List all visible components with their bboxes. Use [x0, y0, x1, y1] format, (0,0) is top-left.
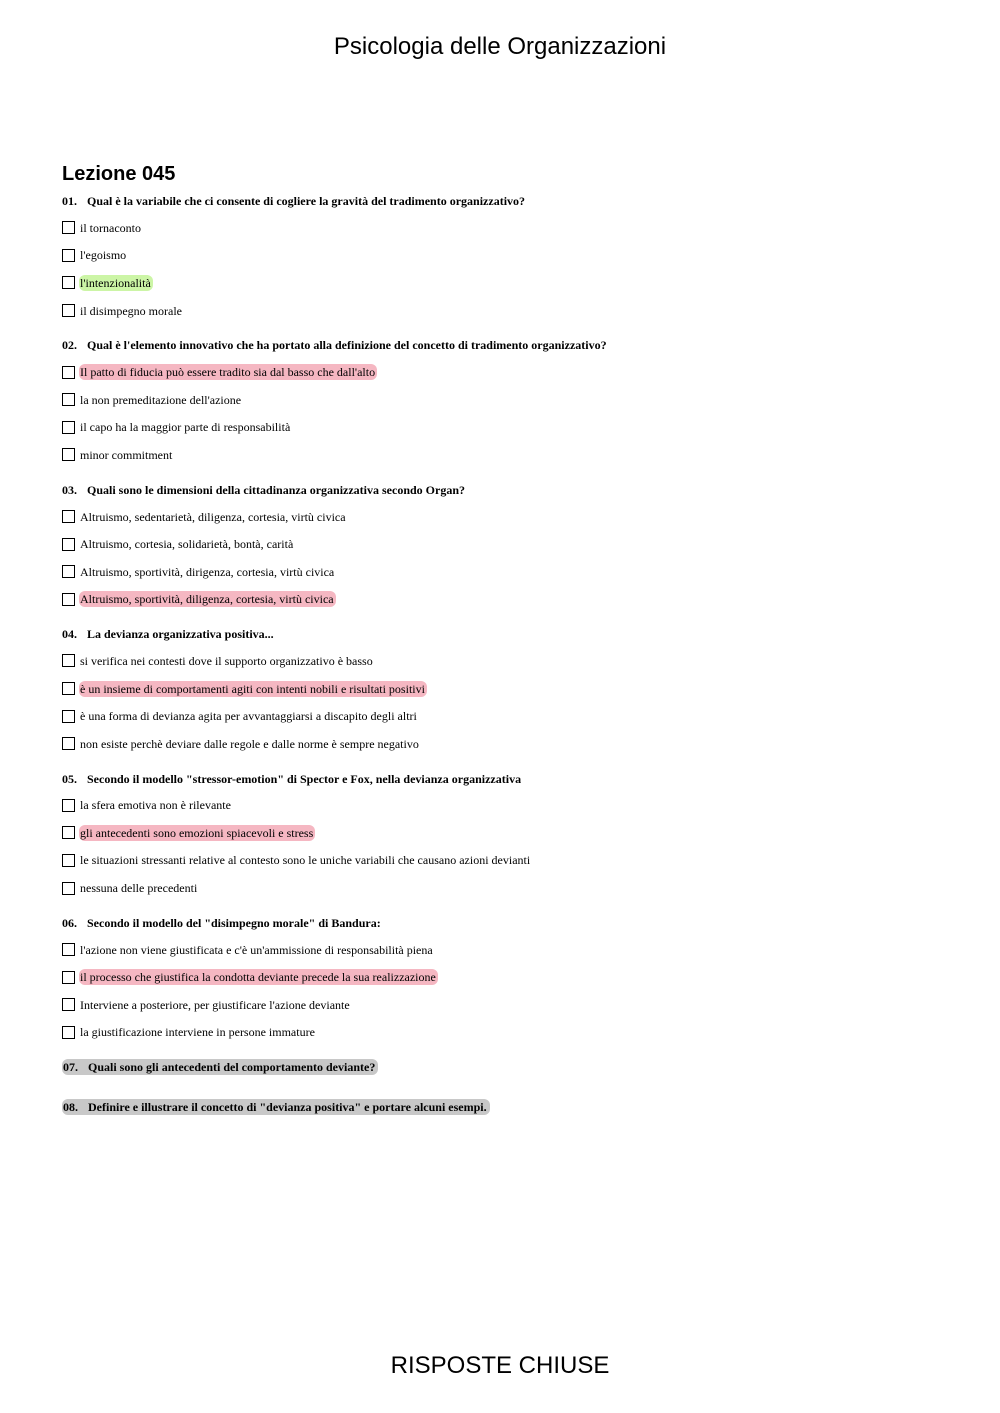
answer-text: il tornaconto — [80, 220, 141, 235]
answer-option — [62, 441, 942, 469]
question-number: 04. — [62, 627, 77, 642]
question-number: 02. — [62, 338, 77, 353]
question-01 — [62, 193, 942, 324]
answer-text-correct: gli antecedenti sono emozioni spiacevoli e stress — [80, 825, 314, 840]
question-title — [62, 915, 942, 931]
lesson-heading: Lezione 045 — [62, 163, 176, 185]
answer-text-correct: è un insieme di comportamenti agiti con intenti nobili e risultati positivi — [80, 681, 425, 696]
answer-option — [62, 586, 942, 614]
question-list — [62, 193, 942, 1128]
answer-checkbox[interactable] — [62, 710, 75, 723]
answer-option — [62, 386, 942, 414]
answer-text: Altruismo, sedentarietà, diligenza, cortesia, virtù civica — [80, 509, 346, 524]
question-text: Definire e illustrare il concetto di "devianza positiva" e portare alcuni esempi. — [88, 1100, 487, 1115]
answer-checkbox[interactable] — [62, 565, 75, 578]
answer-checkbox[interactable] — [62, 882, 75, 895]
answer-checkbox[interactable] — [62, 538, 75, 551]
answer-text: Altruismo, cortesia, solidarietà, bontà, carità — [80, 537, 294, 552]
answer-text: il capo ha la maggior parte di responsabilità — [80, 420, 291, 435]
answer-checkbox[interactable] — [62, 826, 75, 839]
answer-text: l'egoismo — [80, 248, 127, 263]
answer-checkbox[interactable] — [62, 448, 75, 461]
answer-option — [62, 675, 942, 703]
question-04 — [62, 626, 942, 757]
answer-option — [62, 414, 942, 442]
question-number: 01. — [62, 194, 77, 208]
answer-checkbox[interactable] — [62, 276, 75, 289]
answer-text: l'azione non viene giustificata e c'è un'ammissione di responsabilità piena — [80, 942, 433, 957]
answer-text: è una forma di devianza agita per avvantaggiarsi a discapito degli altri — [80, 709, 417, 724]
answer-option — [62, 647, 942, 675]
answer-option — [62, 730, 942, 758]
answer-checkbox[interactable] — [62, 682, 75, 695]
question-number: 07. — [63, 1060, 78, 1075]
question-text: Secondo il modello "stressor-emotion" di Spector e Fox, nella devianza organizzativa — [87, 771, 522, 786]
answer-text: le situazioni stressanti relative al contesto sono le uniche variabili che causano azioni devianti — [80, 853, 531, 868]
question-number: 05. — [62, 771, 77, 786]
answer-text: nessuna delle precedenti — [80, 881, 198, 896]
question-03 — [62, 482, 942, 613]
answer-checkbox[interactable] — [62, 304, 75, 317]
question-text: Qual è la variabile che ci consente di cogliere la gravità del tradimento organizzativo? — [87, 194, 526, 208]
open-question-07 — [62, 1059, 942, 1075]
document-title: Psicologia delle Organizzazioni — [333, 33, 667, 60]
answer-text: non esiste perchè deviare dalle regole e dalle norme è sempre negativo — [80, 736, 419, 751]
answer-checkbox[interactable] — [62, 593, 75, 606]
answer-checkbox[interactable] — [62, 421, 75, 434]
answer-text-correct: Il patto di fiducia può essere tradito sia dal basso che dall'alto — [80, 365, 376, 380]
answer-text: Interviene a posteriore, per giustificare l'azione deviante — [80, 997, 350, 1012]
answer-option — [62, 297, 942, 325]
answer-checkbox[interactable] — [62, 943, 75, 956]
question-title — [62, 193, 942, 209]
question-text: Quali sono gli antecedenti del comportamento deviante? — [88, 1060, 376, 1075]
answer-checkbox[interactable] — [62, 366, 75, 379]
question-text: Secondo il modello del "disimpegno morale" di Bandura: — [87, 915, 381, 930]
question-title — [62, 1099, 942, 1115]
footer-label: RISPOSTE CHIUSE — [390, 1352, 610, 1379]
answer-option — [62, 702, 942, 730]
answer-option — [62, 358, 942, 386]
question-title — [62, 771, 942, 787]
answer-text: la sfera emotiva non è rilevante — [80, 798, 231, 813]
answer-text: minor commitment — [80, 447, 173, 462]
answer-text: la giustificazione interviene in persone immature — [80, 1025, 315, 1040]
answer-checkbox[interactable] — [62, 249, 75, 262]
answer-checkbox[interactable] — [62, 971, 75, 984]
question-number: 03. — [62, 482, 77, 497]
answer-option — [62, 936, 942, 964]
answer-option — [62, 874, 942, 902]
answer-option — [62, 242, 942, 270]
answer-option — [62, 214, 942, 242]
question-title — [62, 626, 942, 642]
answer-option — [62, 963, 942, 991]
answer-option — [62, 847, 942, 875]
answer-option — [62, 269, 942, 297]
answer-option — [62, 819, 942, 847]
open-question-08 — [62, 1099, 942, 1115]
question-number: 08. — [63, 1100, 78, 1115]
answer-checkbox[interactable] — [62, 1026, 75, 1039]
answer-option — [62, 1019, 942, 1047]
answer-checkbox[interactable] — [62, 998, 75, 1011]
answer-option — [62, 991, 942, 1019]
question-text: Quali sono le dimensioni della cittadinanza organizzativa secondo Organ? — [87, 482, 466, 497]
answer-option — [62, 503, 942, 531]
question-title — [62, 1059, 942, 1075]
answer-text-correct: il processo che giustifica la condotta deviante precede la sua realizzazione — [80, 970, 436, 985]
answer-checkbox[interactable] — [62, 221, 75, 234]
question-title — [62, 482, 942, 498]
answer-checkbox[interactable] — [62, 654, 75, 667]
question-title — [62, 337, 942, 353]
question-05 — [62, 771, 942, 902]
question-number: 06. — [62, 915, 77, 930]
answer-checkbox[interactable] — [62, 737, 75, 750]
answer-checkbox[interactable] — [62, 854, 75, 867]
question-text: La devianza organizzativa positiva... — [87, 627, 274, 642]
question-06 — [62, 915, 942, 1046]
answer-text: si verifica nei contesti dove il supporto organizzativo è basso — [80, 653, 373, 668]
question-02 — [62, 337, 942, 468]
answer-option — [62, 530, 942, 558]
question-text: Qual è l'elemento innovativo che ha portato alla definizione del concetto di tradimento organizzativo? — [87, 338, 607, 353]
answer-option — [62, 792, 942, 820]
answer-text-correct: l'intenzionalità — [80, 275, 151, 290]
answer-checkbox[interactable] — [62, 510, 75, 523]
answer-checkbox[interactable] — [62, 393, 75, 406]
answer-text-correct: Altruismo, sportività, diligenza, cortesia, virtù civica — [80, 592, 334, 607]
answer-text: il disimpegno morale — [80, 303, 182, 318]
answer-checkbox[interactable] — [62, 799, 75, 812]
answer-text: Altruismo, sportività, dirigenza, cortesia, virtù civica — [80, 564, 335, 579]
answer-text: la non premeditazione dell'azione — [80, 392, 242, 407]
answer-option — [62, 558, 942, 586]
